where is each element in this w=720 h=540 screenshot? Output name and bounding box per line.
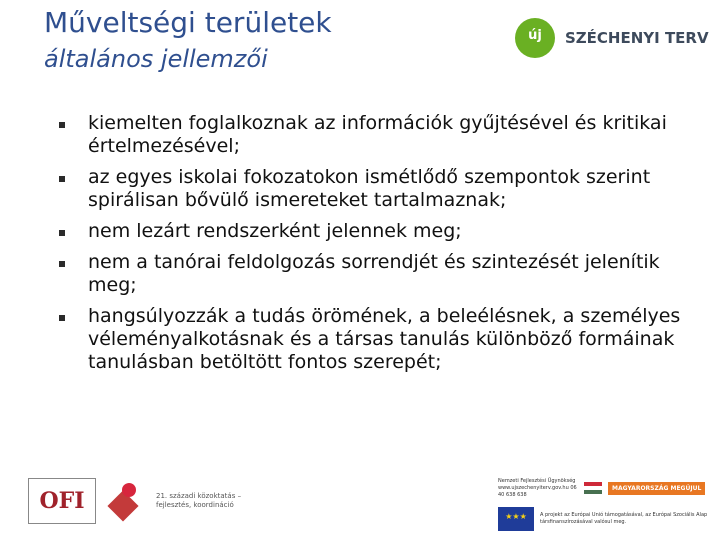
list-item: hangsúlyozzák a tudás örömének, a beleélésnek, a személyes véleményalkotásnak és a társas tanulás különböző formáinak tanulásban betöltött fontos szerepét; <box>58 305 698 374</box>
list-item: az egyes iskolai fokozatokon ismétlődő szempontok szerint spirálisan bővülő ismereteket tartalmaznak; <box>58 166 698 212</box>
footer-logos <box>28 476 246 526</box>
list-item: nem lezárt rendszerként jelennek meg; <box>58 220 698 243</box>
list-item: kiemelten foglalkoznak az információk gyűjtésével és kritikai értelmezésével; <box>58 112 698 158</box>
hungarian-flag-icon <box>584 482 602 494</box>
logo-text: SZÉCHENYI TERV <box>565 29 709 47</box>
megujul-badge: MAGYARORSZÁG MEGÚJUL <box>608 482 705 495</box>
page-title: Műveltségi területek <box>44 6 332 39</box>
eu-funding-footer <box>498 478 710 532</box>
bullet-list <box>58 112 698 382</box>
agency-contact: Nemzeti Fejlesztési Ügynökség www.ujszechenyiterv.gov.hu 06 40 638 638 <box>498 478 577 498</box>
kozoktatas-logo-text: 21. századi közoktatás – fejlesztés, koordináció <box>156 492 242 509</box>
ofi-logo: OFI <box>28 478 96 524</box>
eu-flag-icon: ★★★ <box>498 507 534 531</box>
list-item: nem a tanórai feldolgozás sorrendjét és szintezését jelenítik meg; <box>58 251 698 297</box>
page-subtitle: általános jellemzői <box>44 45 268 73</box>
szechenyi-terv-logo <box>515 16 715 60</box>
tamop-cube-icon <box>110 481 142 521</box>
uj-logo-icon: új <box>515 18 555 58</box>
eu-funding-text: A projekt az Európai Unió támogatásával, az Európai Szociális Alap társfinanszírozásával valósul meg. <box>540 512 708 525</box>
